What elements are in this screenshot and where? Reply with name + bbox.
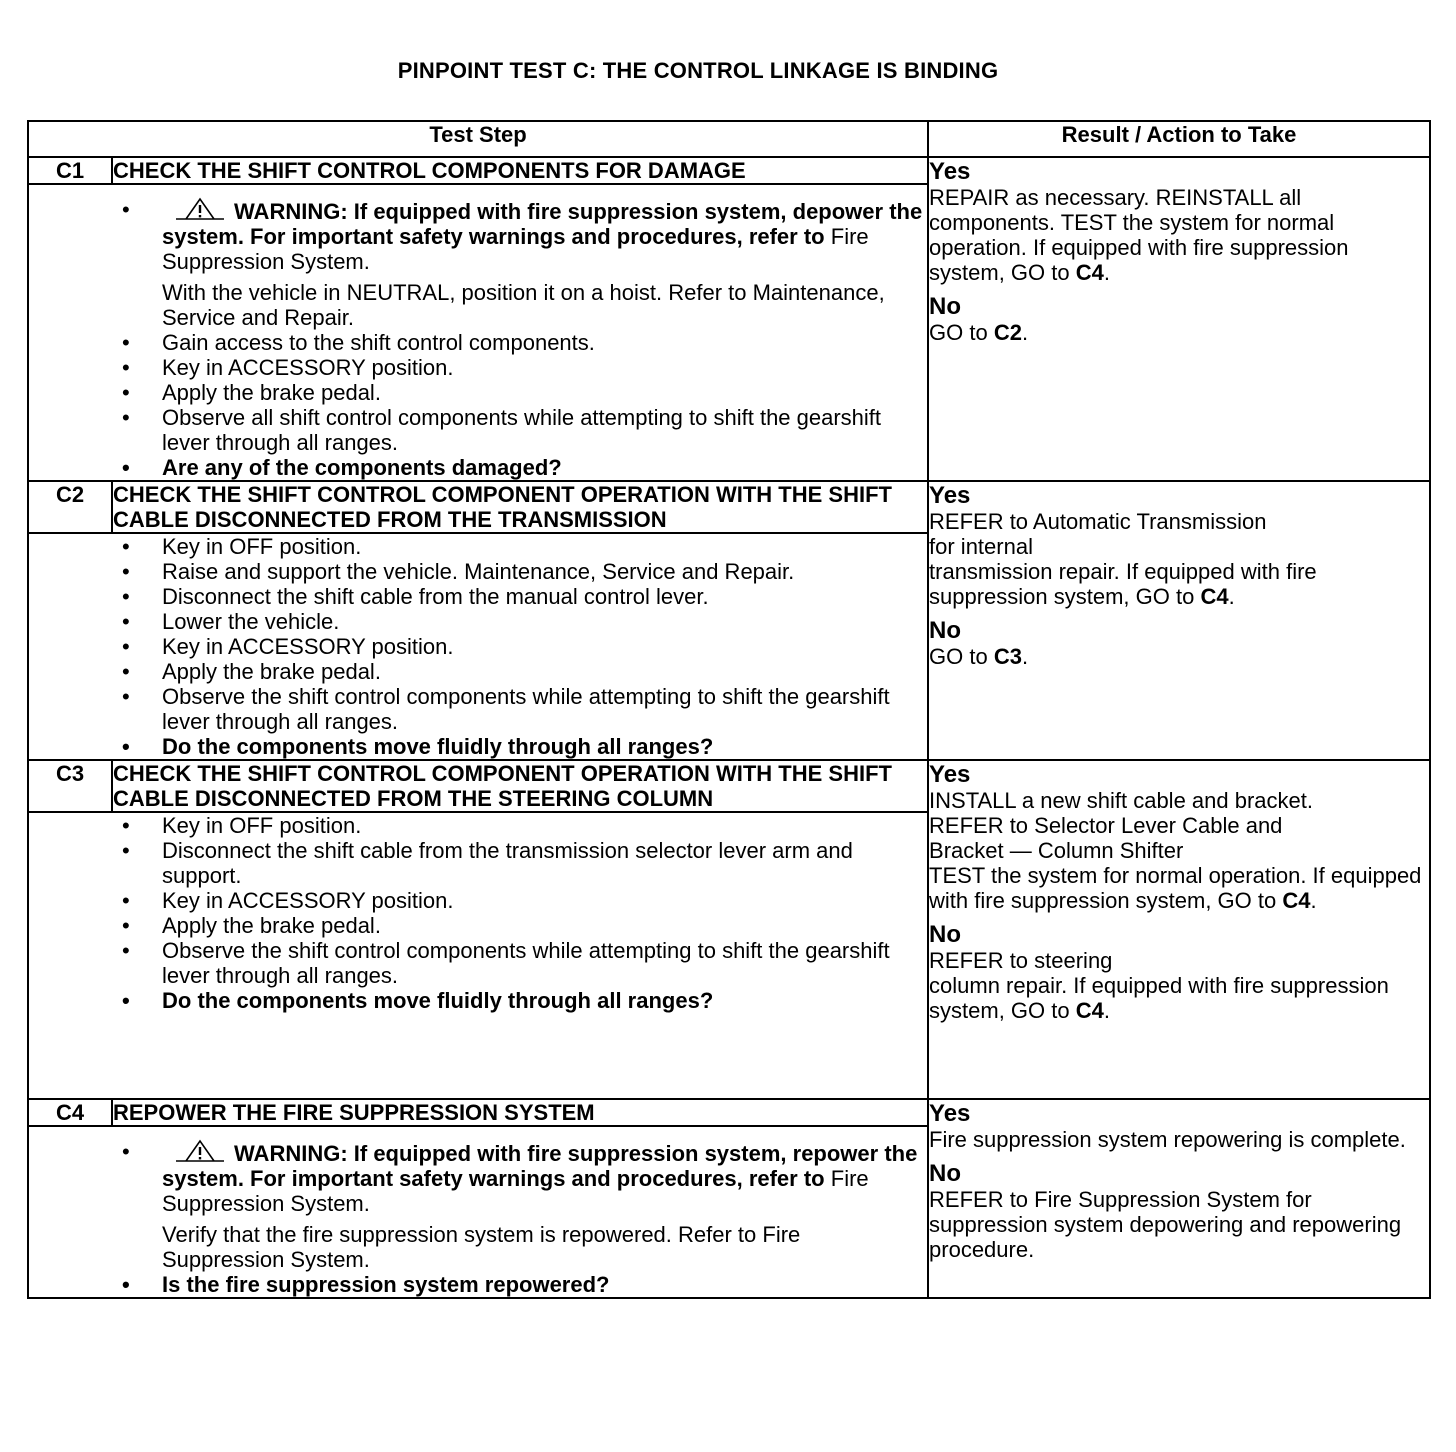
yes-label: Yes	[929, 482, 971, 509]
step-c2-instructions	[112, 533, 928, 760]
list-item: • Raise and support the vehicle. Maintenance, Service and Repair.	[122, 559, 795, 584]
yes-action: TEST the system for normal operation. If equipped with fire suppression system, GO to C4.	[929, 863, 1422, 913]
no-label: No	[929, 617, 962, 644]
list-item: • Lower the vehicle.	[122, 609, 340, 634]
question-item: • Do the components move fluidly through all ranges?	[122, 988, 714, 1013]
step-title: CHECK THE SHIFT CONTROL COMPONENTS FOR DAMAGE	[112, 157, 928, 184]
step-id: C3	[28, 760, 112, 812]
step-id: C4	[28, 1099, 112, 1126]
step-c4-result	[928, 1099, 1430, 1298]
yes-label: Yes	[929, 1100, 971, 1127]
list-item: • Key in OFF position.	[122, 534, 362, 559]
no-label: No	[929, 1160, 962, 1187]
question-item: • Is the fire suppression system repowered?	[122, 1272, 610, 1297]
list-item: • Key in ACCESSORY position.	[122, 888, 454, 913]
yes-text: TEST the system for normal operation. If equipped with fire suppression system, GO to	[929, 863, 1422, 913]
yes-line: for internal	[929, 534, 1033, 559]
step-c4-instructions	[112, 1126, 928, 1298]
step-note: With the vehicle in NEUTRAL, position it on a hoist. Refer to Maintenance, Service and Repair.	[162, 280, 885, 330]
step-c4-title-row	[28, 1099, 1430, 1126]
warning-text: WARNING: If equipped with fire suppression system, repower the system. For important safety warnings and procedures, refer to	[162, 1141, 918, 1191]
step-title: CHECK THE SHIFT CONTROL COMPONENT OPERATION WITH THE SHIFT CABLE DISCONNECTED FROM THE STEERING COLUMN	[112, 760, 928, 812]
no-text: GO to	[929, 320, 988, 345]
yes-action: REPAIR as necessary. REINSTALL all components. TEST the system for normal operation. If equipped with fire suppression system, GO to C4.	[929, 185, 1349, 285]
question-item: • Are any of the components damaged?	[122, 455, 562, 480]
list-item: • Key in OFF position.	[122, 813, 362, 838]
table-header-row	[28, 121, 1430, 157]
list-item: • Apply the brake pedal.	[122, 659, 381, 684]
fire-suppression-link[interactable]: Fire Suppression System.	[162, 1166, 869, 1216]
list-item: • Observe the shift control components while attempting to shift the gearshift lever through all ranges.	[122, 684, 890, 734]
yes-line[interactable]: REFER to Automatic Transmission	[929, 509, 1267, 534]
no-action: GO to C3.	[929, 644, 1029, 669]
yes-line: INSTALL a new shift cable and bracket.	[929, 788, 1313, 813]
step-id: C1	[28, 157, 112, 184]
list-item: • Disconnect the shift cable from the transmission selector lever arm and support.	[122, 838, 853, 888]
warning-triangle-icon	[174, 197, 226, 221]
no-label: No	[929, 293, 962, 320]
yes-label: Yes	[929, 158, 971, 185]
step-c2-result	[928, 481, 1430, 760]
warning-item: • WARNING: If equipped with fire suppression system, repower the system. For important safety warnings and procedures, refer to Fire Suppression System.	[122, 1139, 918, 1216]
step-ref[interactable]: C4	[1075, 260, 1104, 285]
yes-text: REPAIR as necessary. REINSTALL all components. TEST the system for normal operation. If equipped with fire suppression system, GO to	[929, 185, 1349, 285]
list-item: • Apply the brake pedal.	[122, 913, 381, 938]
no-action: GO to C2.	[929, 320, 1029, 345]
step-id: C2	[28, 481, 112, 533]
list-item: • Apply the brake pedal.	[122, 380, 381, 405]
step-ref[interactable]: C3	[993, 644, 1022, 669]
warning-item: • WARNING: If equipped with fire suppression system, depower the system. For important safety warnings and procedures, refer to Fire Suppression System.	[122, 197, 923, 274]
step-ref[interactable]: C4	[1200, 584, 1229, 609]
step-ref[interactable]: C4	[1282, 888, 1311, 913]
list-item: • Disconnect the shift cable from the manual control lever.	[122, 584, 709, 609]
no-text: GO to	[929, 644, 988, 669]
no-line[interactable]: REFER to steering	[929, 948, 1113, 973]
step-note: Verify that the fire suppression system is repowered. Refer to Fire Suppression System.	[162, 1222, 801, 1272]
step-c3-title-row	[28, 760, 1430, 812]
list-item: • Key in ACCESSORY position.	[122, 355, 454, 380]
list-item: • Gain access to the shift control components.	[122, 330, 595, 355]
header-result: Result / Action to Take	[928, 121, 1430, 157]
warning-triangle-icon	[174, 1139, 226, 1163]
list-item: • Key in ACCESSORY position.	[122, 634, 454, 659]
step-c1-instructions	[112, 184, 928, 481]
yes-line[interactable]: Bracket — Column Shifter	[929, 838, 1184, 863]
yes-line[interactable]: REFER to Selector Lever Cable and	[929, 813, 1283, 838]
no-text: column repair. If equipped with fire suppression system, GO to	[929, 973, 1389, 1023]
step-c3-result	[928, 760, 1430, 1099]
no-text: REFER to Fire Suppression System for suppression system depowering and repowering procedure.	[929, 1187, 1402, 1262]
yes-action: transmission repair. If equipped with fire suppression system, GO to C4.	[929, 559, 1317, 609]
question-item: • Do the components move fluidly through all ranges?	[122, 734, 714, 759]
step-title: CHECK THE SHIFT CONTROL COMPONENT OPERATION WITH THE SHIFT CABLE DISCONNECTED FROM THE TRANSMISSION	[112, 481, 928, 533]
page-title: PINPOINT TEST C: THE CONTROL LINKAGE IS BINDING	[397, 58, 999, 83]
fire-suppression-link[interactable]: Fire Suppression System.	[162, 224, 869, 274]
header-test-step: Test Step	[28, 121, 928, 157]
yes-text: transmission repair. If equipped with fire suppression system, GO to	[929, 559, 1317, 609]
yes-label: Yes	[929, 761, 971, 788]
warning-text: WARNING: If equipped with fire suppression system, depower the system. For important safety warnings and procedures, refer to	[162, 199, 923, 249]
step-c1-title-row	[28, 157, 1430, 184]
step-c2-title-row	[28, 481, 1430, 533]
yes-text: Fire suppression system repowering is complete.	[929, 1127, 1406, 1152]
no-action: column repair. If equipped with fire suppression system, GO to C4.	[929, 973, 1389, 1023]
step-ref[interactable]: C2	[993, 320, 1022, 345]
no-label: No	[929, 921, 962, 948]
step-c1-result	[928, 157, 1430, 481]
step-ref[interactable]: C4	[1075, 998, 1104, 1023]
step-c3-instructions	[112, 812, 928, 1099]
list-item: • Observe all shift control components while attempting to shift the gearshift lever through all ranges.	[122, 405, 882, 455]
list-item: • Observe the shift control components while attempting to shift the gearshift lever through all ranges.	[122, 938, 890, 988]
step-title: REPOWER THE FIRE SUPPRESSION SYSTEM	[112, 1099, 928, 1126]
pinpoint-test-table	[27, 120, 1431, 1299]
